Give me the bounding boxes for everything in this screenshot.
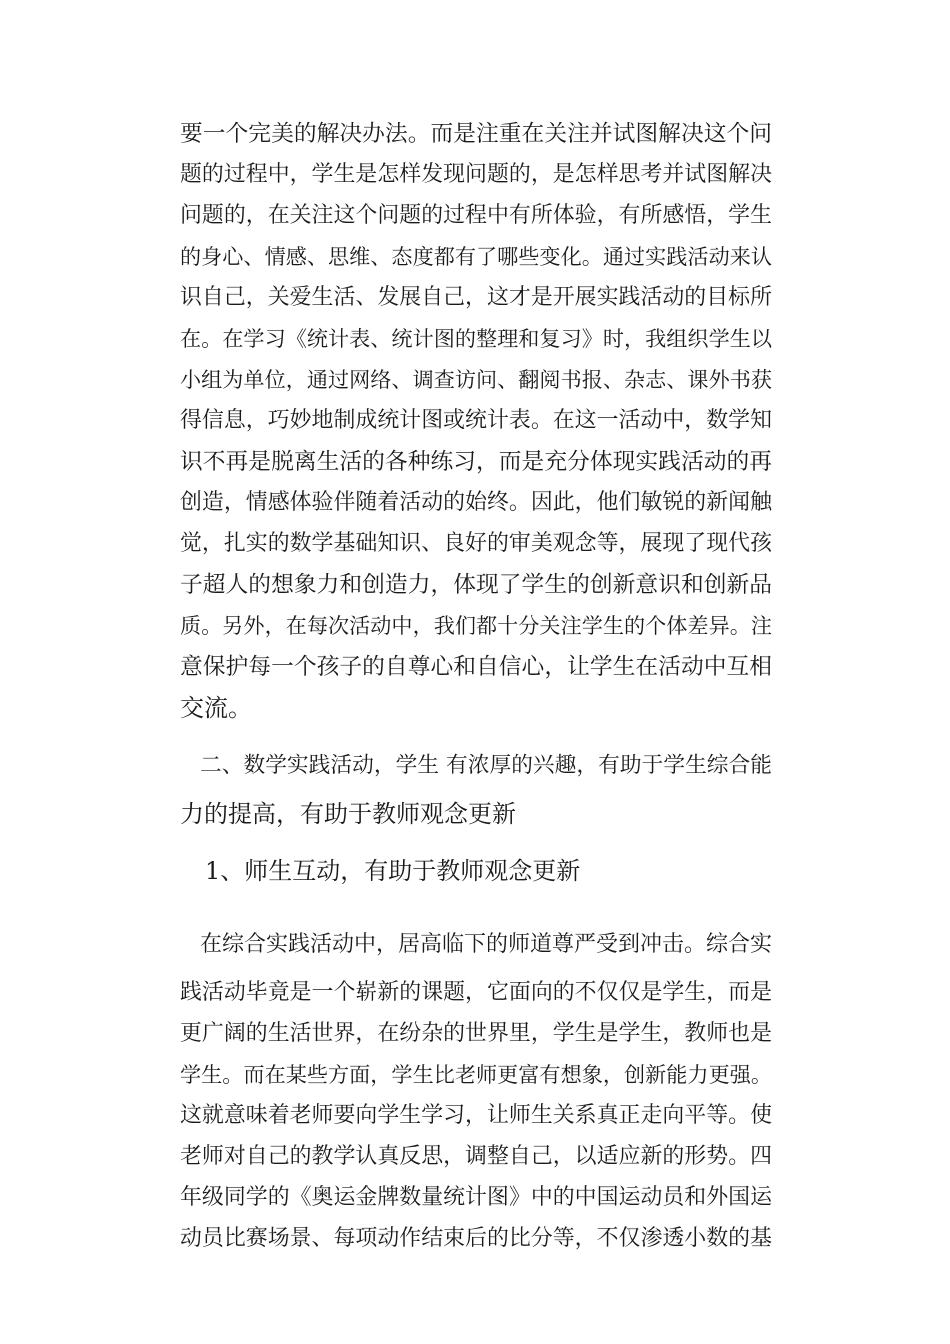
paragraph-line: 子超人的想象力和创造力，体现了学生的创新意识和创新品 bbox=[180, 572, 772, 598]
paragraph-line: 识不再是脱离生活的各种练习，而是充分体现实践活动的再 bbox=[180, 449, 772, 475]
paragraph-line: 践活动毕竟是一个崭新的课题，它面向的不仅仅是学生，而是 bbox=[180, 980, 772, 1005]
heading-line: 二、数学实践活动，学生 有浓厚的兴趣，有助于学生综合能 bbox=[200, 753, 772, 778]
paragraph-line: 学生。而在某些方面，学生比老师更富有想象，创新能力更强。 bbox=[180, 1062, 772, 1087]
paragraph-line: 题的过程中，学生是怎样发现问题的，是怎样思考并试图解决 bbox=[180, 162, 772, 187]
paragraph-line: 交流。 bbox=[180, 694, 252, 722]
paragraph-line: 问题的，在关注这个问题的过程中有所体验，有所感悟，学生 bbox=[180, 203, 772, 228]
paragraph-line: 动员比赛场景、每项动作结束后的比分等，不仅渗透小数的基 bbox=[180, 1226, 772, 1251]
paragraph-line: 这就意味着老师要向学生学习，让师生关系真正走向平等。使 bbox=[180, 1103, 772, 1128]
paragraph-line: 年级同学的《奥运金牌数量统计图》中的中国运动员和外国运 bbox=[180, 1185, 772, 1210]
paragraph-line: 意保护每一个孩子的自尊心和自信心，让学生在活动中互相 bbox=[180, 654, 772, 680]
paragraph-line: 的身心、情感、思维、态度都有了哪些变化。通过实践活动来认 bbox=[180, 244, 772, 269]
paragraph-line: 在。在学习《统计表、统计图的整理和复习》时，我组织学生以 bbox=[180, 326, 772, 351]
paragraph-line: 在综合实践活动中，居高临下的师道尊严受到冲击。综合实 bbox=[200, 932, 773, 957]
subsection-heading: 1、师生互动，有助于教师观念更新 bbox=[205, 857, 581, 885]
paragraph-line: 得信息，巧妙地制成统计图或统计表。在这一活动中，数学知 bbox=[180, 408, 772, 433]
heading-line: 力的提高，有助于教师观念更新 bbox=[180, 800, 516, 828]
paragraph-line: 更广阔的生活世界，在纷杂的世界里，学生是学生，教师也是 bbox=[180, 1021, 772, 1046]
paragraph-line: 创造，情感体验伴随着活动的始终。因此，他们敏锐的新闻触 bbox=[180, 490, 772, 515]
paragraph-line: 老师对自己的教学认真反思，调整自己，以适应新的形势。四 bbox=[180, 1144, 772, 1169]
paragraph-line: 识自己，关爱生活、发展自己，这才是开展实践活动的目标所 bbox=[180, 285, 772, 310]
paragraph-line: 觉，扎实的数学基础知识、良好的审美观念等，展现了现代孩 bbox=[180, 531, 772, 556]
paragraph-line: 质。另外，在每次活动中，我们都十分关注学生的个体差异。注 bbox=[180, 613, 772, 638]
paragraph-line: 小组为单位，通过网络、调查访问、翻阅书报、杂志、课外书获 bbox=[180, 367, 772, 392]
paragraph-line: 要一个完美的解决办法。而是注重在关注并试图解决这个问 bbox=[180, 121, 772, 147]
